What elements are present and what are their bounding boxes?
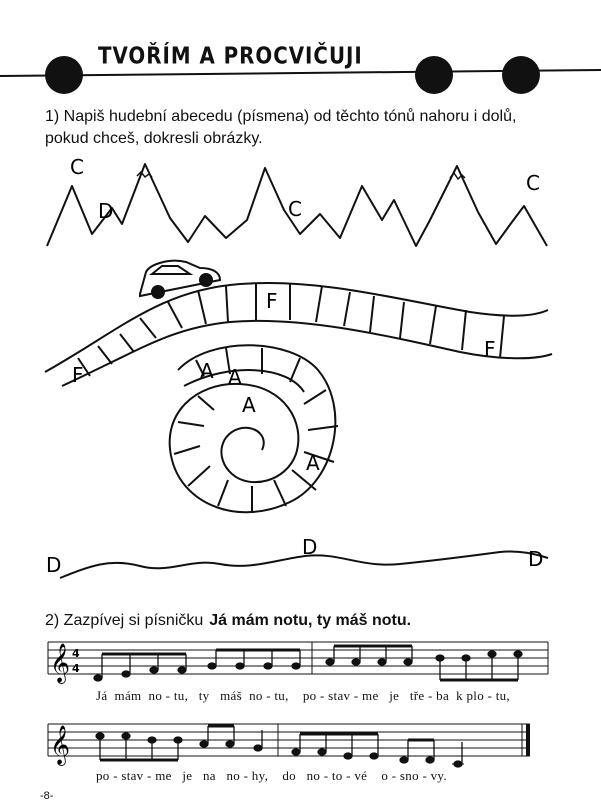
lyrics-line-1: Já mám no - tu, ty máš no - tu, po - stav - me je tře - ba k plo - tu, — [96, 688, 510, 703]
mountains-drawing — [0, 150, 601, 250]
lyrics-line-2: po - stav - me je na no - hy, do no - to - vé o - sno - vy. — [96, 768, 447, 783]
mountain-letter: C — [70, 155, 84, 179]
car-icon — [140, 261, 220, 298]
wave-letter: D — [302, 535, 318, 559]
mountain-letter: C — [526, 171, 540, 195]
task1-instructions — [45, 106, 565, 150]
song-title: Já mám notu, ty máš notu. — [209, 612, 412, 629]
snail-letter: A — [200, 359, 214, 383]
page-number: -8- — [40, 790, 54, 802]
mountain-letter: D — [98, 199, 114, 223]
wave-letter: D — [46, 553, 62, 577]
header-dot-right — [502, 56, 540, 94]
snail-letter: A — [306, 451, 320, 475]
road-letter: F — [72, 363, 84, 387]
notes-bar-2 — [326, 646, 522, 680]
snail-letter: A — [242, 393, 256, 417]
treble-clef-icon: 𝄞 — [50, 725, 71, 765]
mountain-letter: C — [288, 197, 302, 221]
snail-spiral-drawing — [0, 330, 601, 530]
header-dot-left — [45, 56, 83, 94]
page-title: TVOŘÍM A PROCVIČUJI — [98, 43, 363, 70]
task2-prefix: 2) Zazpívej si písničku — [45, 612, 204, 629]
road-letter: F — [484, 337, 496, 361]
task1-line1: 1) Napiš hudební abecedu (písmena) od těchto tónů nahoru i dolů, — [45, 108, 517, 125]
road-letter: F — [266, 289, 278, 313]
notes-bar-3 — [96, 726, 262, 760]
treble-clef-icon: 𝄞 — [50, 643, 71, 683]
time-signature-top: 4 — [72, 647, 80, 660]
task1-line2: pokud chceš, dokresli obrázky. — [45, 130, 263, 147]
time-signature-bottom: 4 — [72, 662, 80, 675]
music-staff-1 — [0, 636, 601, 686]
header-dot-middle — [415, 56, 453, 94]
notes-bar-4 — [292, 734, 464, 767]
task2-instructions — [45, 610, 411, 632]
wave-drawing — [0, 528, 601, 588]
wave-letter: D — [528, 547, 544, 571]
music-staff-2 — [0, 712, 601, 772]
snail-letter: A — [228, 365, 242, 389]
